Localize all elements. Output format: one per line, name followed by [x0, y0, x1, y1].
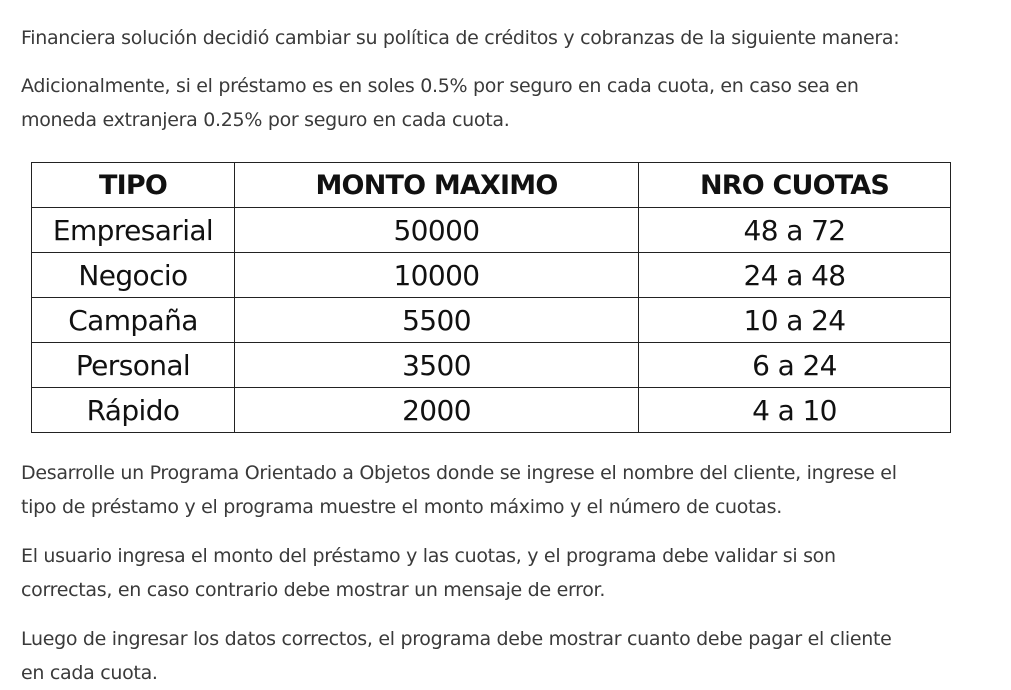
output-line-1: Luego de ingresar los datos correctos, el programa debe mostrar cuanto debe pagar el cliente: [21, 628, 892, 650]
task-paragraph: [21, 456, 897, 524]
cell-cuotas: 24 a 48: [639, 253, 951, 298]
table-row: [32, 253, 951, 298]
insurance-line-1: Adicionalmente, si el préstamo es en soles 0.5% por seguro en cada cuota, en caso sea en: [21, 75, 859, 97]
cell-monto: 10000: [235, 253, 639, 298]
loan-types-table: [31, 162, 951, 433]
cell-monto: 50000: [235, 208, 639, 253]
cell-monto: 5500: [235, 298, 639, 343]
validation-line-1: El usuario ingresa el monto del préstamo y las cuotas, y el programa debe validar si son: [21, 545, 836, 567]
cell-monto: 3500: [235, 343, 639, 388]
cell-tipo: Campaña: [32, 298, 235, 343]
cell-monto: 2000: [235, 388, 639, 433]
output-paragraph: [21, 622, 892, 690]
table-row: [32, 208, 951, 253]
header-nro-cuotas: NRO CUOTAS: [639, 163, 951, 208]
validation-line-2: correctas, en caso contrario debe mostrar un mensaje de error.: [21, 579, 606, 601]
task-line-1: Desarrolle un Programa Orientado a Objetos donde se ingrese el nombre del cliente, ingrese el: [21, 462, 897, 484]
cell-tipo: Personal: [32, 343, 235, 388]
table-header-row: [32, 163, 951, 208]
cell-tipo: Rápido: [32, 388, 235, 433]
cell-tipo: Negocio: [32, 253, 235, 298]
cell-tipo: Empresarial: [32, 208, 235, 253]
cell-cuotas: 4 a 10: [639, 388, 951, 433]
insurance-line-2: moneda extranjera 0.25% por seguro en cada cuota.: [21, 109, 510, 131]
table-row: [32, 388, 951, 433]
cell-cuotas: 10 a 24: [639, 298, 951, 343]
header-monto-maximo: MONTO MAXIMO: [235, 163, 639, 208]
cell-cuotas: 48 a 72: [639, 208, 951, 253]
output-line-2: en cada cuota.: [21, 662, 158, 684]
intro-paragraph: [21, 21, 899, 55]
insurance-paragraph: [21, 69, 859, 137]
header-tipo: TIPO: [32, 163, 235, 208]
table-row: [32, 298, 951, 343]
table-row: [32, 343, 951, 388]
task-line-2: tipo de préstamo y el programa muestre el monto máximo y el número de cuotas.: [21, 496, 782, 518]
intro-text: Financiera solución decidió cambiar su política de créditos y cobranzas de la siguiente manera:: [21, 27, 900, 49]
validation-paragraph: [21, 539, 836, 607]
cell-cuotas: 6 a 24: [639, 343, 951, 388]
